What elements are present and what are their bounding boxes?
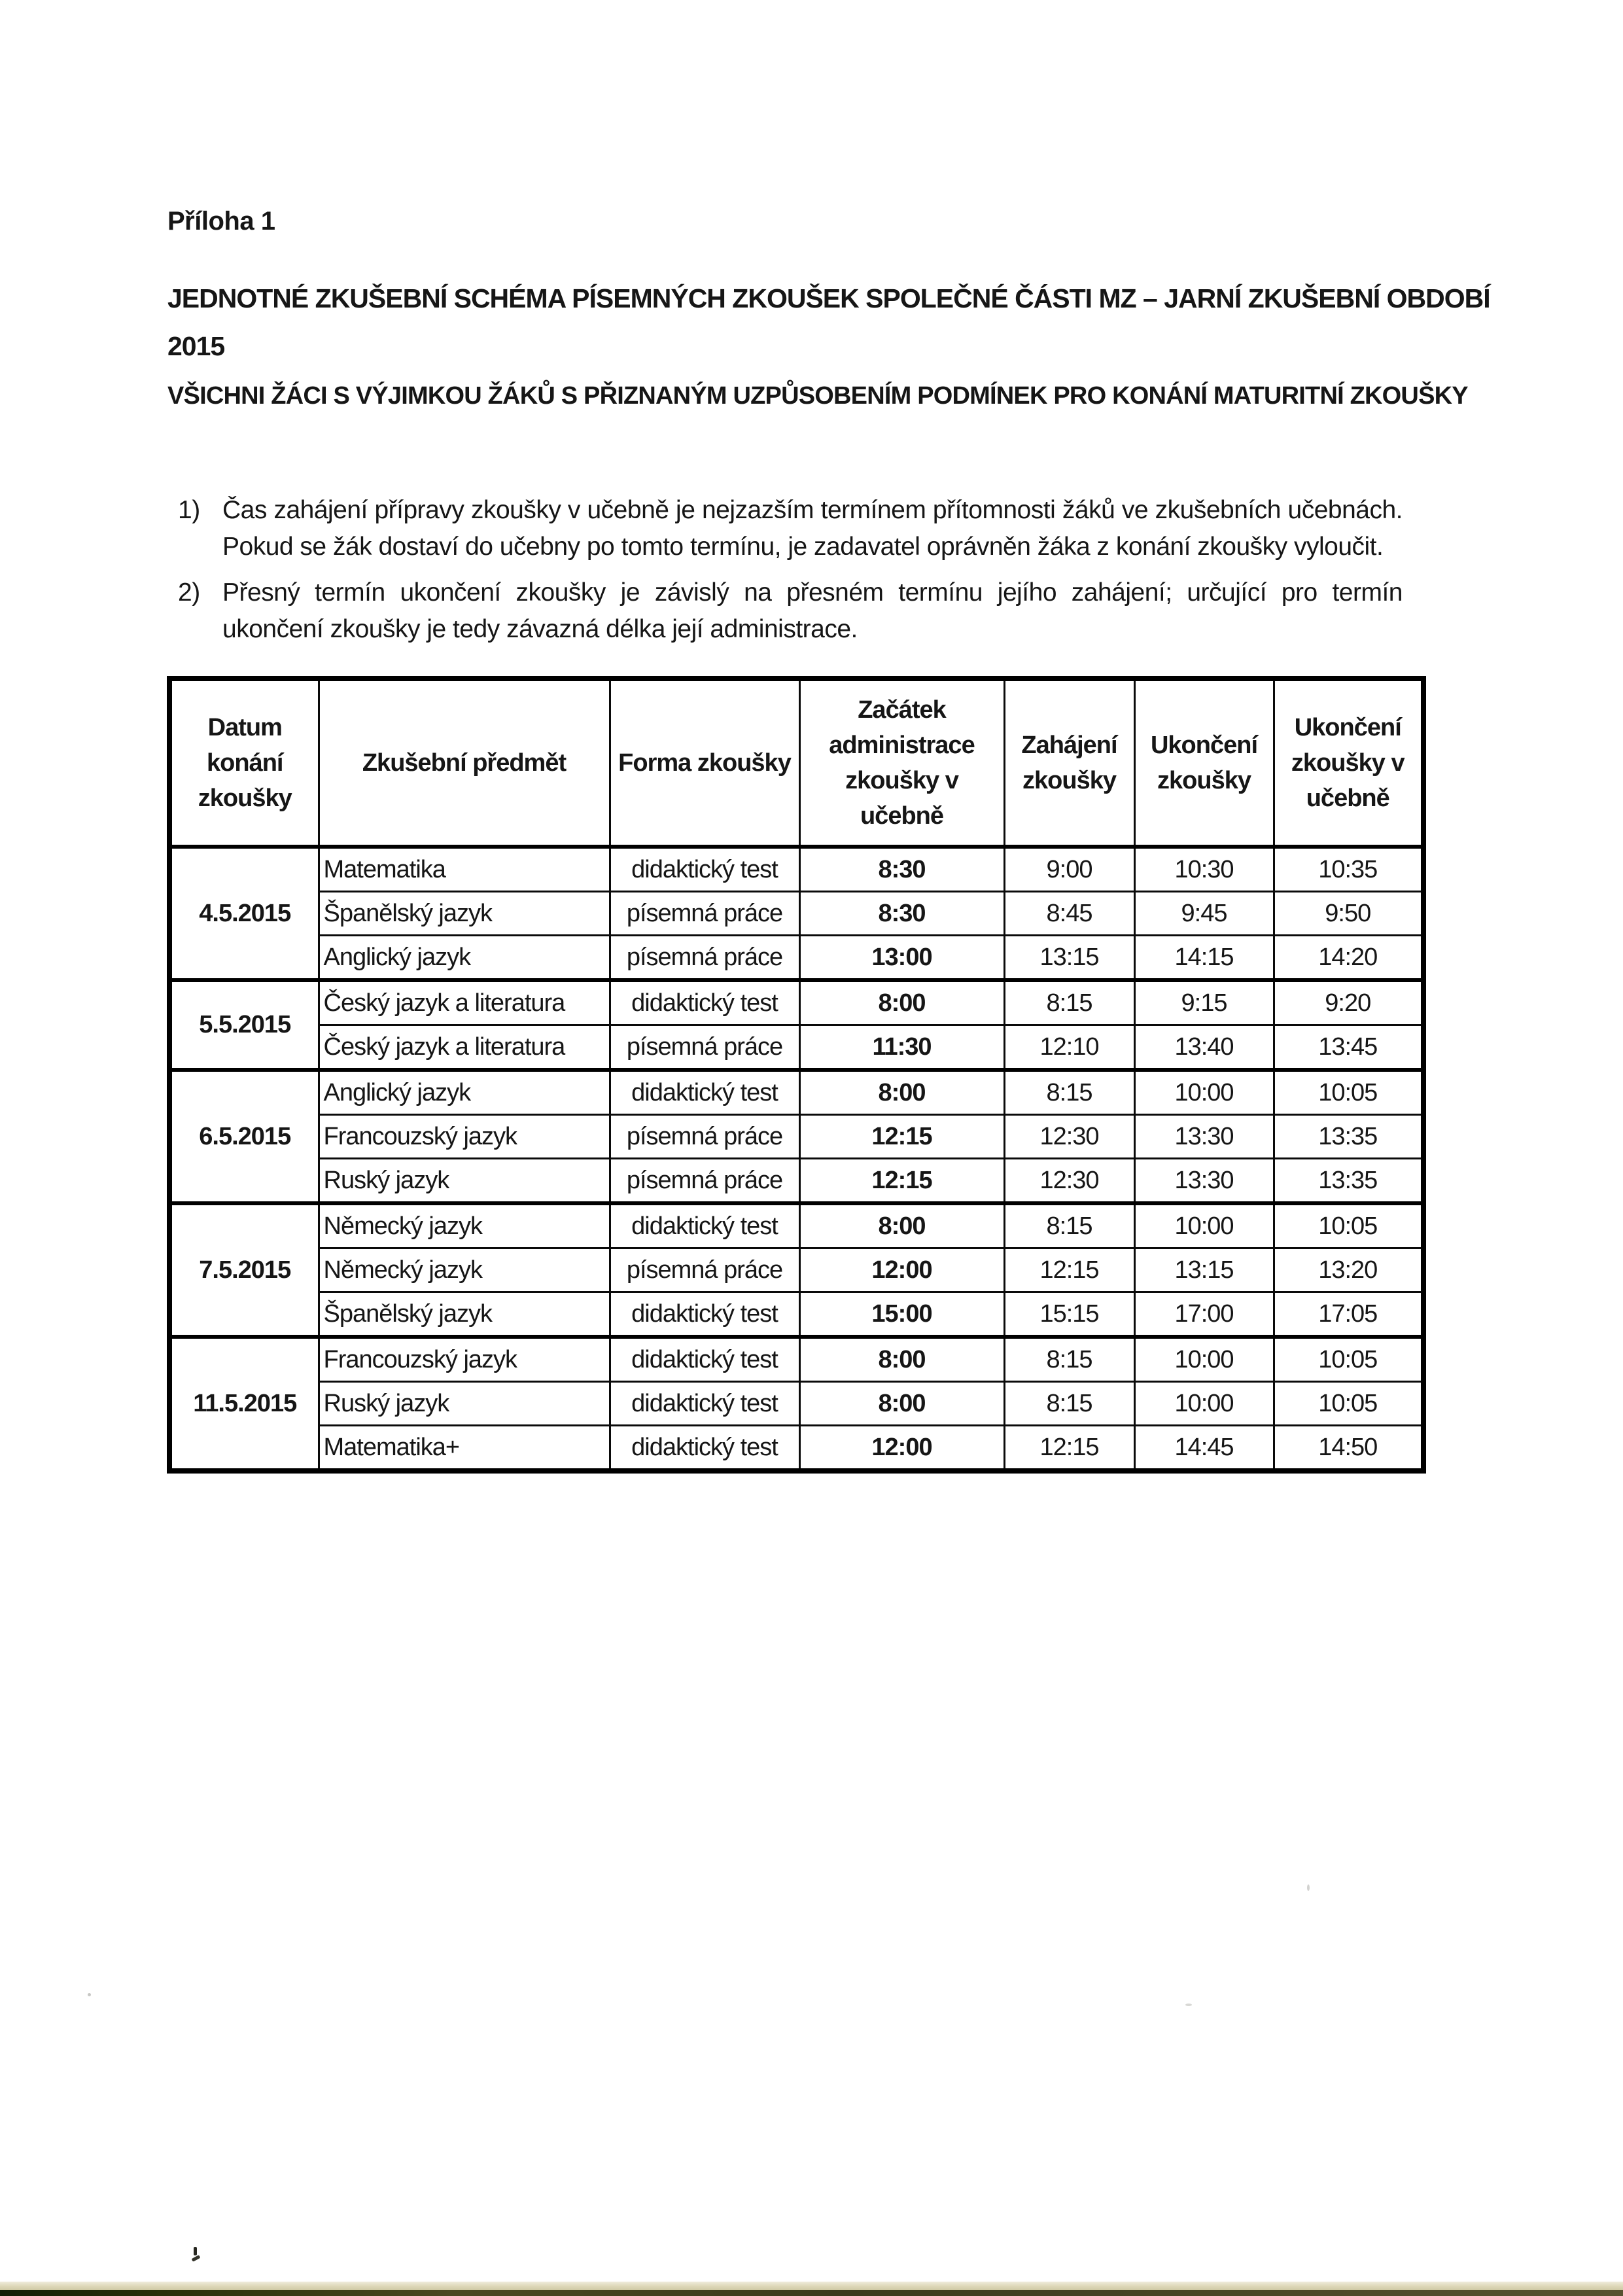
form-cell: písemná práce [610, 1248, 799, 1292]
admin-start-cell: 8:00 [799, 1203, 1004, 1248]
document-subtitle: VŠICHNI ŽÁCI S VÝJIMKOU ŽÁKŮ S PŘIZNANÝM UZPŮSOBENÍM PODMÍNEK PRO KONÁNÍ MATURITNÍ ZKOUŠKY [167, 382, 1468, 410]
table-row [169, 1025, 1423, 1070]
end-cell: 14:45 [1134, 1426, 1274, 1472]
end-cell: 10:00 [1134, 1203, 1274, 1248]
end-room-cell: 9:50 [1274, 892, 1423, 936]
end-cell: 10:00 [1134, 1382, 1274, 1426]
date-cell: 4.5.2015 [169, 847, 319, 980]
subject-cell: Český jazyk a literatura [319, 980, 610, 1025]
date-cell: 7.5.2015 [169, 1203, 319, 1337]
start-cell: 8:15 [1004, 980, 1134, 1025]
note-item [178, 492, 1403, 565]
header-cell: Ukončení zkoušky [1134, 679, 1274, 847]
document-title-line1: JEDNOTNÉ ZKUŠEBNÍ SCHÉMA PÍSEMNÝCH ZKOUŠEK SPOLEČNÉ ČÁSTI MZ – JARNÍ ZKUŠEBNÍ OBDOBÍ [167, 283, 1490, 313]
end-cell: 9:45 [1134, 892, 1274, 936]
attachment-label: Příloha 1 [167, 207, 275, 236]
date-cell: 11.5.2015 [169, 1337, 319, 1471]
table-row [169, 1115, 1423, 1159]
end-room-cell: 10:05 [1274, 1337, 1423, 1382]
subject-cell: Ruský jazyk [319, 1382, 610, 1426]
subject-cell: Francouzský jazyk [319, 1337, 610, 1382]
end-cell: 13:30 [1134, 1115, 1274, 1159]
admin-start-cell: 15:00 [799, 1292, 1004, 1337]
start-cell: 15:15 [1004, 1292, 1134, 1337]
start-cell: 12:10 [1004, 1025, 1134, 1070]
subject-cell: Anglický jazyk [319, 1070, 610, 1115]
document-title [167, 275, 1490, 370]
admin-start-cell: 8:30 [799, 847, 1004, 892]
table-row [169, 1203, 1423, 1248]
start-cell: 8:15 [1004, 1203, 1134, 1248]
admin-start-cell: 12:00 [799, 1248, 1004, 1292]
scan-speck [88, 1993, 91, 1996]
start-cell: 8:15 [1004, 1337, 1134, 1382]
table-row [169, 1382, 1423, 1426]
start-cell: 9:00 [1004, 847, 1134, 892]
table-row [169, 1159, 1423, 1204]
end-room-cell: 14:20 [1274, 936, 1423, 981]
subject-cell: Německý jazyk [319, 1203, 610, 1248]
form-cell: didaktický test [610, 1382, 799, 1426]
exam-schedule-table [167, 676, 1426, 1474]
table-row [169, 1426, 1423, 1472]
admin-start-cell: 11:30 [799, 1025, 1004, 1070]
scan-edge-line [0, 2290, 1623, 2296]
date-cell: 5.5.2015 [169, 980, 319, 1070]
end-room-cell: 10:05 [1274, 1203, 1423, 1248]
end-room-cell: 13:35 [1274, 1159, 1423, 1204]
document-title-line2: 2015 [167, 331, 225, 361]
table-row [169, 1070, 1423, 1115]
table-row [169, 936, 1423, 981]
start-cell: 12:15 [1004, 1248, 1134, 1292]
start-cell: 12:30 [1004, 1115, 1134, 1159]
end-room-cell: 17:05 [1274, 1292, 1423, 1337]
header-cell: Ukončení zkoušky v učebně [1274, 679, 1423, 847]
subject-cell: Anglický jazyk [319, 936, 610, 981]
admin-start-cell: 8:00 [799, 1337, 1004, 1382]
end-cell: 17:00 [1134, 1292, 1274, 1337]
note-item [178, 574, 1403, 648]
subject-cell: Francouzský jazyk [319, 1115, 610, 1159]
form-cell: didaktický test [610, 1337, 799, 1382]
admin-start-cell: 12:00 [799, 1426, 1004, 1472]
subject-cell: Španělský jazyk [319, 892, 610, 936]
scan-speck [1185, 2004, 1192, 2006]
end-room-cell: 13:45 [1274, 1025, 1423, 1070]
admin-start-cell: 13:00 [799, 936, 1004, 981]
end-cell: 10:00 [1134, 1070, 1274, 1115]
table-row [169, 892, 1423, 936]
form-cell: písemná práce [610, 936, 799, 981]
end-cell: 14:15 [1134, 936, 1274, 981]
note-text: Čas zahájení přípravy zkoušky v učebně je nejzazším termínem přítomnosti žáků ve zkušebních učebnách. Pokud se žák dostaví do učebny po tomto termínu, je zadavatel oprávněn žáka z konání zkoušky vyloučit. [222, 496, 1403, 561]
subject-cell: Německý jazyk [319, 1248, 610, 1292]
end-cell: 10:30 [1134, 847, 1274, 892]
end-cell: 13:40 [1134, 1025, 1274, 1070]
end-room-cell: 10:35 [1274, 847, 1423, 892]
form-cell: didaktický test [610, 1292, 799, 1337]
end-cell: 13:30 [1134, 1159, 1274, 1204]
table-row [169, 980, 1423, 1025]
table-row [169, 1292, 1423, 1337]
scan-edge-band [0, 2282, 1623, 2290]
table-row [169, 847, 1423, 892]
table-row [169, 1248, 1423, 1292]
start-cell: 12:15 [1004, 1426, 1134, 1472]
subject-cell: Matematika+ [319, 1426, 610, 1472]
table-header [169, 679, 1423, 847]
end-room-cell: 10:05 [1274, 1070, 1423, 1115]
header-cell: Zahájení zkoušky [1004, 679, 1134, 847]
admin-start-cell: 8:30 [799, 892, 1004, 936]
table-body [169, 847, 1423, 1471]
start-cell: 8:45 [1004, 892, 1134, 936]
form-cell: didaktický test [610, 980, 799, 1025]
end-room-cell: 10:05 [1274, 1382, 1423, 1426]
subject-cell: Španělský jazyk [319, 1292, 610, 1337]
note-text: Přesný termín ukončení zkoušky je závislý na přesném termínu jejího zahájení; určující pro termín ukončení zkoušky je tedy závazná délka její administrace. [222, 578, 1403, 643]
form-cell: didaktický test [610, 847, 799, 892]
subject-cell: Ruský jazyk [319, 1159, 610, 1204]
start-cell: 12:30 [1004, 1159, 1134, 1204]
header-cell: Zkušební předmět [319, 679, 610, 847]
note-number: 1) [178, 496, 200, 524]
end-room-cell: 13:35 [1274, 1115, 1423, 1159]
pen-mark [192, 2255, 201, 2262]
notes-list [178, 492, 1403, 657]
end-room-cell: 13:20 [1274, 1248, 1423, 1292]
header-cell: Forma zkoušky [610, 679, 799, 847]
admin-start-cell: 8:00 [799, 1070, 1004, 1115]
admin-start-cell: 8:00 [799, 1382, 1004, 1426]
form-cell: písemná práce [610, 1159, 799, 1204]
note-number: 2) [178, 578, 200, 607]
start-cell: 8:15 [1004, 1382, 1134, 1426]
subject-cell: Český jazyk a literatura [319, 1025, 610, 1070]
start-cell: 13:15 [1004, 936, 1134, 981]
start-cell: 8:15 [1004, 1070, 1134, 1115]
header-cell: Začátek administrace zkoušky v učebně [799, 679, 1004, 847]
end-cell: 13:15 [1134, 1248, 1274, 1292]
form-cell: písemná práce [610, 892, 799, 936]
scan-speck [1307, 1884, 1310, 1891]
form-cell: didaktický test [610, 1426, 799, 1472]
end-cell: 9:15 [1134, 980, 1274, 1025]
form-cell: didaktický test [610, 1070, 799, 1115]
table-row [169, 1337, 1423, 1382]
form-cell: didaktický test [610, 1203, 799, 1248]
pen-mark [194, 2247, 197, 2255]
header-cell: Datum konání zkoušky [169, 679, 319, 847]
subject-cell: Matematika [319, 847, 610, 892]
end-room-cell: 14:50 [1274, 1426, 1423, 1472]
end-room-cell: 9:20 [1274, 980, 1423, 1025]
form-cell: písemná práce [610, 1115, 799, 1159]
date-cell: 6.5.2015 [169, 1070, 319, 1203]
admin-start-cell: 12:15 [799, 1159, 1004, 1204]
end-cell: 10:00 [1134, 1337, 1274, 1382]
admin-start-cell: 12:15 [799, 1115, 1004, 1159]
admin-start-cell: 8:00 [799, 980, 1004, 1025]
form-cell: písemná práce [610, 1025, 799, 1070]
